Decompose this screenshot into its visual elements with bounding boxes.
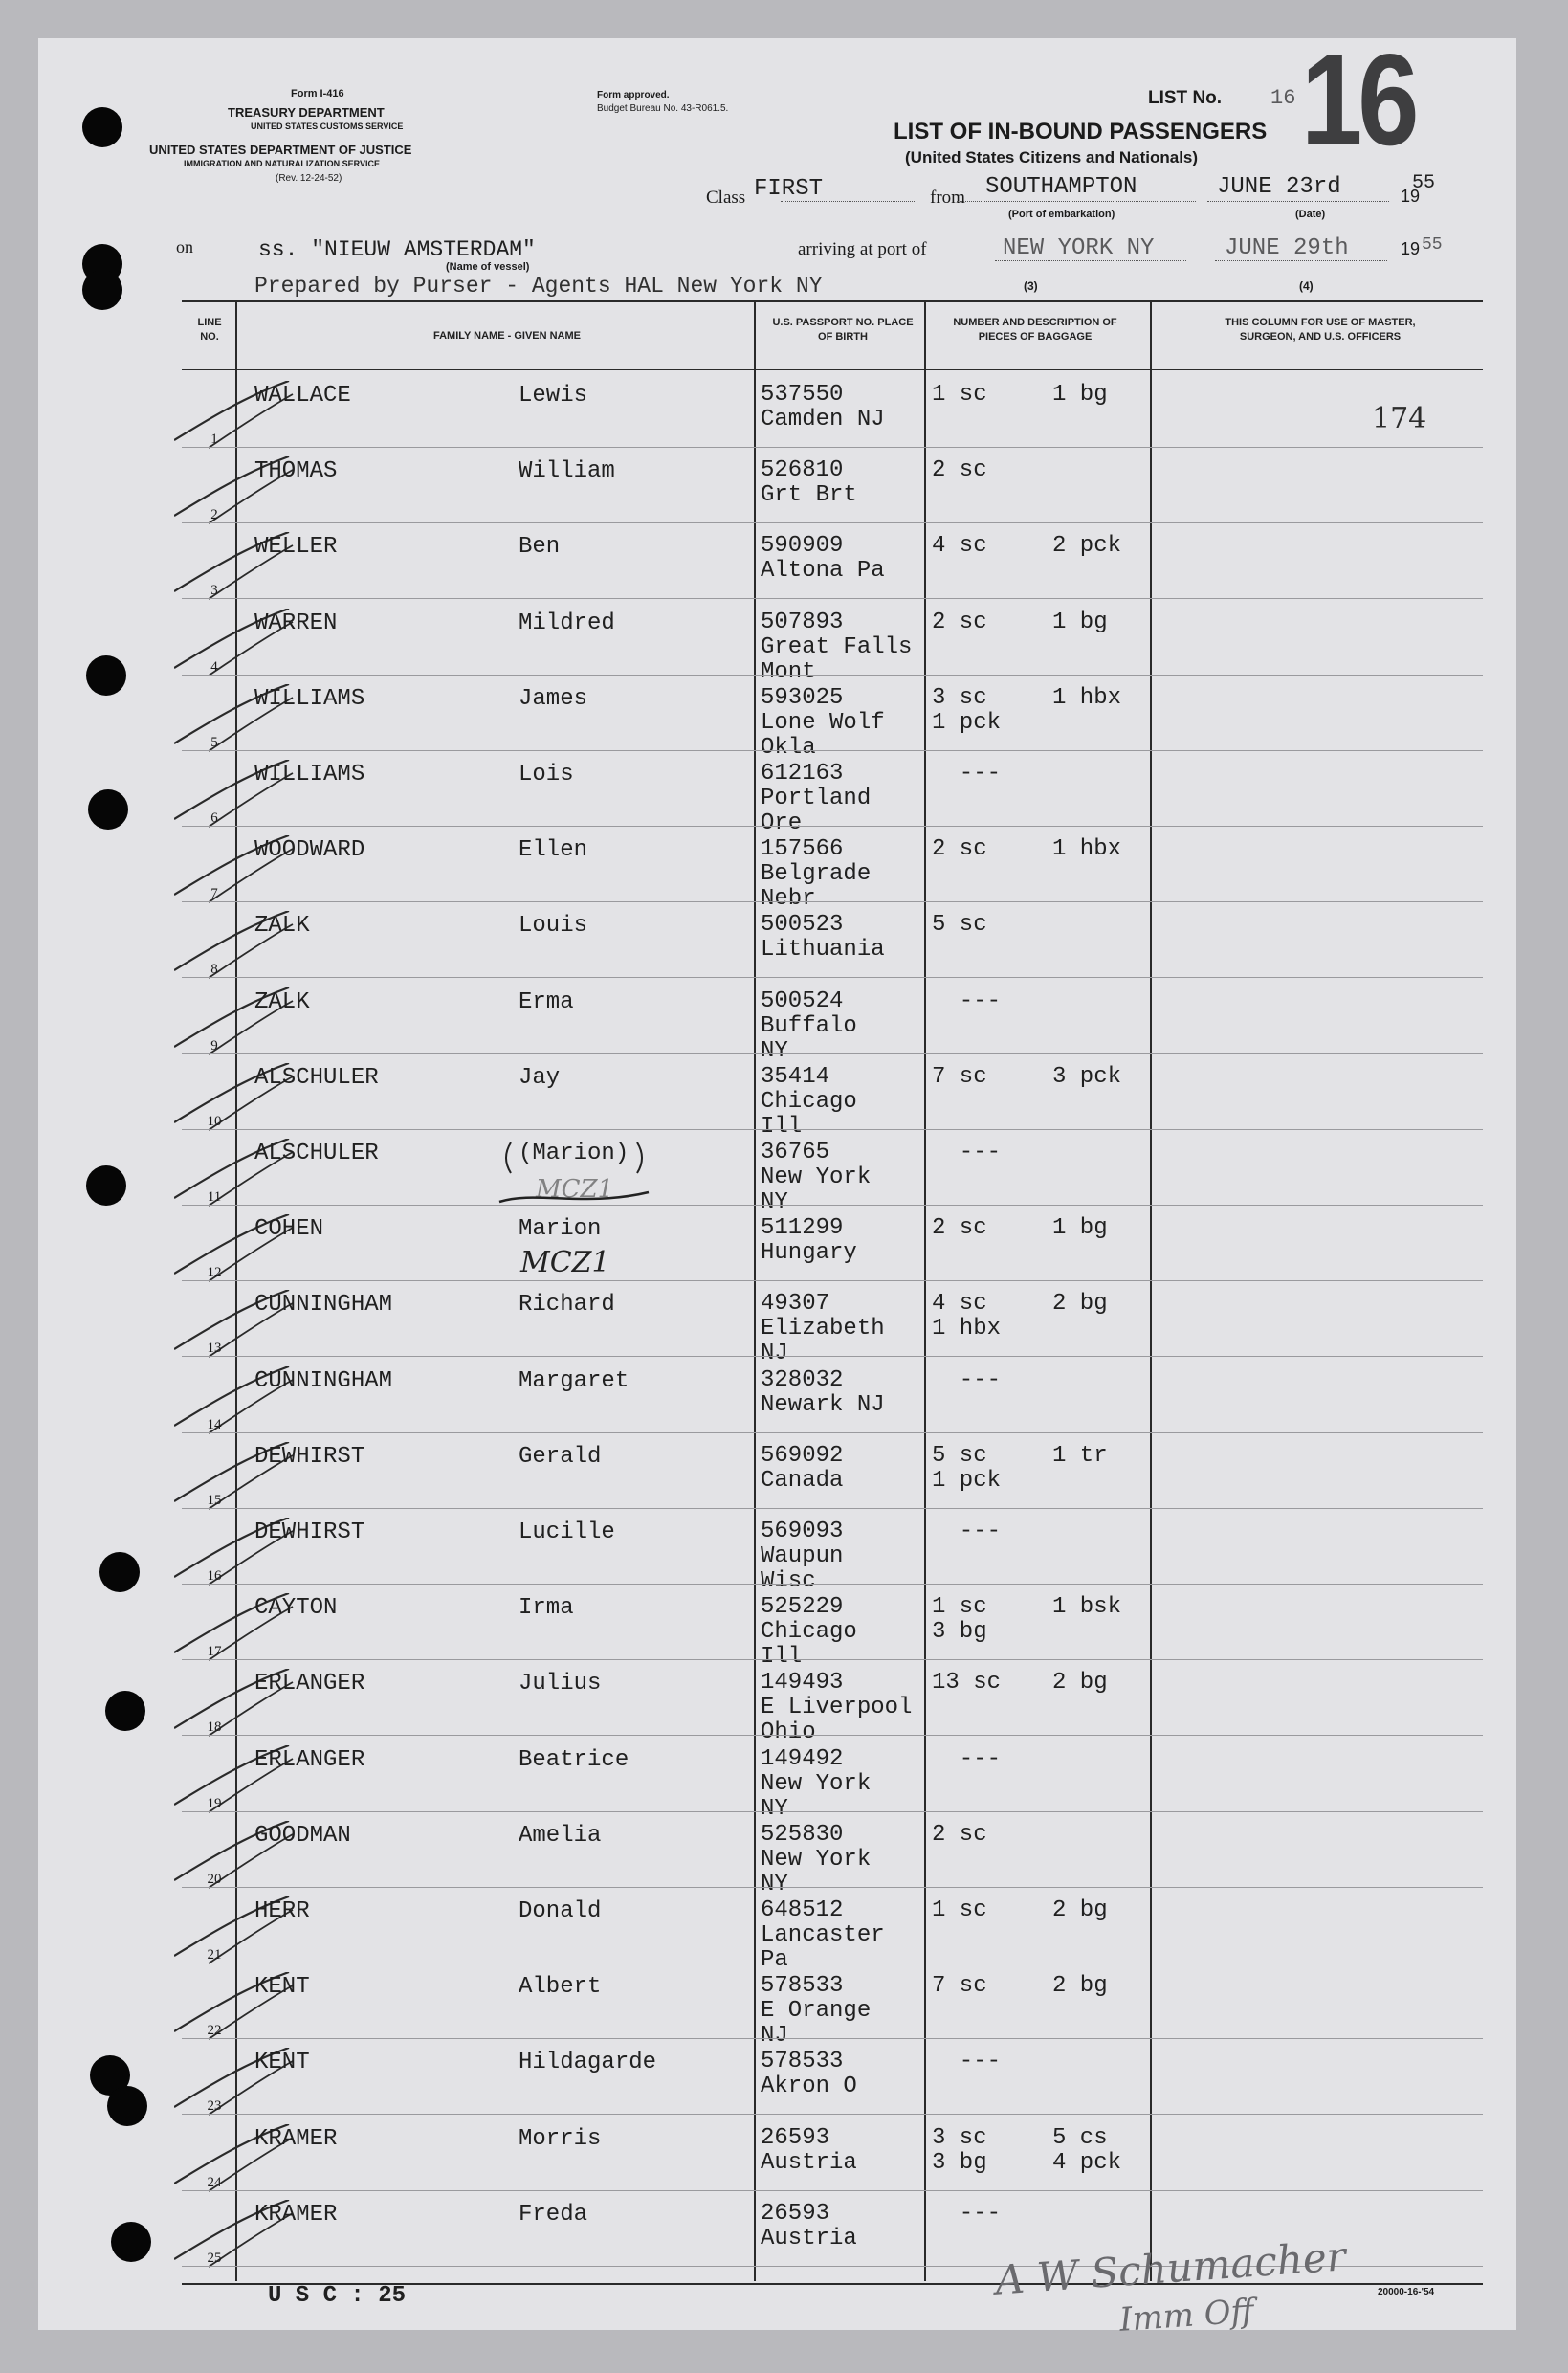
given-name: Richard (519, 1292, 615, 1319)
line-number: 10 (207, 1113, 222, 1129)
punch-hole (111, 2222, 151, 2262)
given-name: Amelia (519, 1822, 602, 1849)
line-number: 6 (210, 810, 218, 826)
family-name: KRAMER (254, 2125, 338, 2152)
given-name: William (519, 458, 615, 485)
table-row (182, 978, 1483, 1064)
line-number: 2 (210, 507, 218, 523)
baggage-primary: 7 sc (932, 1973, 987, 2000)
passport-and-birthplace: 49307 Elizabeth NJ (761, 1291, 885, 1367)
table-row (182, 1357, 1483, 1433)
punch-hole (105, 1691, 145, 1731)
table-row (182, 1129, 1483, 1215)
table-row (182, 1736, 1483, 1822)
year-suffix: 55 (1412, 172, 1436, 194)
usc-count: U S C : 25 (268, 2283, 407, 2309)
family-name: ZALK (254, 913, 310, 940)
class-value: FIRST (754, 176, 824, 202)
baggage-primary: 13 sc (932, 1670, 1002, 1697)
family-name: GOODMAN (254, 1822, 351, 1849)
table-row (182, 371, 1483, 448)
baggage-secondary: 3 pck (1052, 1063, 1122, 1090)
on-label: on (176, 237, 193, 256)
given-name: Albert (519, 1974, 602, 2001)
baggage-secondary: 5 cs 4 pck (1052, 2124, 1122, 2176)
family-name: KENT (254, 2050, 310, 2076)
family-name: ZALK (254, 988, 310, 1015)
baggage-primary: 1 sc (932, 1897, 987, 1923)
given-name: Margaret (519, 1367, 629, 1394)
given-name: Lois (519, 762, 574, 787)
line-number: 15 (207, 1492, 222, 1508)
given-name: Marion (519, 1216, 602, 1243)
punch-hole (88, 789, 128, 830)
line-number: 1 (210, 432, 218, 447)
col4-caption: (4) (1299, 279, 1314, 293)
list-no-label: LIST No. (1148, 88, 1223, 108)
baggage-secondary: 2 bg (1052, 1670, 1108, 1697)
signature-title: Imm Off (1117, 2292, 1255, 2340)
revision: (Rev. 12-24-52) (276, 173, 342, 184)
baggage-secondary: 1 bg (1052, 382, 1108, 408)
baggage-primary: --- (932, 2200, 1002, 2227)
budget-bureau: Budget Bureau No. 43-R061.5. (597, 103, 729, 114)
family-name: CAYTON (254, 1595, 338, 1622)
line-number: 21 (207, 1947, 222, 1963)
baggage-secondary: 1 hbx (1052, 684, 1122, 711)
baggage-primary: 3 sc 1 pck (932, 684, 1002, 736)
passport-and-birthplace: 578533 E Orange NJ (761, 1973, 872, 2050)
justice-dept: UNITED STATES DEPARTMENT OF JUSTICE (149, 143, 412, 157)
given-name: Beatrice (519, 1746, 629, 1773)
baggage-primary: 3 sc 3 bg (932, 2124, 987, 2176)
given-name: Ellen (519, 837, 588, 864)
given-name: Lewis (519, 383, 588, 409)
passport-and-birthplace: 526810 Grt Brt (761, 457, 857, 509)
line-number: 3 (210, 583, 218, 599)
baggage-primary: 1 sc (932, 382, 987, 408)
line-number: 25 (207, 2250, 222, 2266)
baggage-secondary: 2 bg (1052, 1291, 1108, 1318)
col3-caption: (3) (1024, 279, 1038, 293)
col-header-line: LINE NO. (197, 317, 222, 343)
baggage-primary: 5 sc (932, 912, 987, 939)
passport-and-birthplace: 149492 New York NY (761, 1745, 872, 1822)
baggage-primary: 2 sc (932, 836, 987, 863)
passport-and-birthplace: 569093 Waupun Wisc (761, 1519, 844, 1594)
baggage-secondary: 1 bsk (1052, 1594, 1122, 1621)
line-number: 4 (210, 658, 218, 675)
vessel-caption: (Name of vessel) (446, 261, 530, 273)
given-name: Freda (519, 2201, 588, 2228)
line-number: 17 (207, 1644, 222, 1660)
baggage-primary: --- (932, 1519, 1002, 1544)
family-name: HERR (254, 1898, 310, 1924)
passport-and-birthplace: 537550 Camden NJ (761, 382, 885, 432)
baggage-primary: 7 sc (932, 1063, 987, 1090)
line-number: 24 (207, 2174, 222, 2190)
line-number: 22 (207, 2023, 222, 2039)
passport-and-birthplace: 569092 Canada (761, 1442, 844, 1494)
baggage-secondary: 1 tr (1052, 1442, 1108, 1469)
table-row (182, 1584, 1483, 1671)
line-number: 8 (210, 962, 218, 978)
family-name: KRAMER (254, 2201, 338, 2228)
given-name: Hildagarde (519, 2050, 657, 2076)
table-row (182, 1659, 1483, 1746)
given-name: Jay (519, 1064, 561, 1091)
baggage-primary: 4 sc (932, 533, 987, 560)
print-code: 20000-16-'54 (1378, 2287, 1435, 2297)
baggage-secondary: 1 bg (1052, 1215, 1108, 1242)
family-name: ERLANGER (254, 1746, 365, 1773)
baggage-secondary: 2 pck (1052, 533, 1122, 560)
passport-and-birthplace: 525229 Chicago Ill (761, 1594, 857, 1671)
line-number: 19 (207, 1795, 222, 1811)
passport-and-birthplace: 157566 Belgrade Nebr (761, 836, 872, 913)
punch-hole (86, 655, 126, 696)
table-row (182, 675, 1483, 761)
passport-and-birthplace: 648512 Lancaster Pa (761, 1897, 885, 1973)
from-value: SOUTHAMPTON (985, 174, 1137, 200)
ins-service: IMMIGRATION AND NATURALIZATION SERVICE (184, 159, 380, 168)
table-row (182, 826, 1483, 913)
table-row (182, 1280, 1483, 1367)
form-title: LIST OF IN-BOUND PASSENGERS (894, 119, 1268, 144)
baggage-primary: 4 sc 1 hbx (932, 1291, 1002, 1342)
family-name: WARREN (254, 610, 338, 636)
arriving-label: arriving at port of (798, 239, 927, 259)
family-name: CUNNINGHAM (254, 1367, 393, 1394)
given-name: Irma (519, 1595, 574, 1622)
table-row (182, 1887, 1483, 1973)
table-row (182, 901, 1483, 978)
line-number: 9 (210, 1037, 218, 1053)
punch-hole (99, 1552, 140, 1592)
table-row (182, 2115, 1483, 2191)
line-number: 14 (207, 1416, 222, 1432)
prepared-by: Prepared by Purser - Agents HAL New York NY (254, 274, 823, 299)
baggage-primary: 2 sc (932, 1215, 987, 1242)
customs-service: UNITED STATES CUSTOMS SERVICE (251, 122, 404, 131)
departure-date: JUNE 23rd (1217, 174, 1341, 200)
year-prefix: 19 (1401, 187, 1421, 206)
table-row (182, 1963, 1483, 2050)
punch-hole (82, 107, 122, 147)
arrival-date: JUNE 29th (1225, 235, 1349, 261)
passport-and-birthplace: 511299 Hungary (761, 1215, 857, 1267)
table-row (182, 1205, 1483, 1281)
line-number: 16 (207, 1568, 222, 1584)
family-name: WELLER (254, 534, 338, 561)
col-header-officers: THIS COLUMN FOR USE OF MASTER, SURGEON, AND U.S. OFFICERS (1225, 317, 1416, 343)
passport-and-birthplace: 26593 Austria (761, 2124, 857, 2176)
baggage-secondary: 2 bg (1052, 1897, 1108, 1923)
line-number: 7 (210, 886, 218, 902)
family-name: WOODWARD (254, 837, 365, 864)
baggage-primary: --- (932, 761, 1002, 787)
passport-and-birthplace: 590909 Altona Pa (761, 533, 885, 585)
given-name: (Marion) (519, 1141, 629, 1166)
class-label: Class (706, 188, 746, 208)
arrival-year-suffix: 55 (1422, 235, 1443, 255)
line-number: 18 (207, 1719, 222, 1736)
given-name: James (519, 685, 588, 712)
family-name: ALSCHULER (254, 1141, 379, 1166)
table-row (182, 750, 1483, 836)
row11-handwritten-note: MCZ1 (536, 1175, 614, 1204)
line-number: 11 (207, 1189, 222, 1205)
baggage-secondary: 1 hbx (1052, 836, 1122, 863)
given-name: Mildred (519, 610, 615, 636)
given-name: Gerald (519, 1443, 602, 1470)
form-number: Form I-416 (291, 88, 344, 100)
passport-and-birthplace: 525830 New York NY (761, 1821, 872, 1897)
family-name: THOMAS (254, 458, 338, 485)
table-row (182, 1432, 1483, 1509)
line-number: 23 (207, 2098, 222, 2115)
passport-and-birthplace: 500523 Lithuania (761, 912, 885, 964)
signature: A W Schumacher (993, 2232, 1348, 2304)
given-name: Donald (519, 1898, 602, 1924)
family-name: CUNNINGHAM (254, 1292, 393, 1319)
passport-and-birthplace: 26593 Austria (761, 2200, 857, 2251)
line-number: 13 (207, 1341, 222, 1357)
vessel-name: ss. "NIEUW AMSTERDAM" (258, 237, 536, 262)
table-row (182, 1053, 1483, 1140)
col-header-passport: U.S. PASSPORT NO. PLACE OF BIRTH (772, 317, 914, 343)
arrival-year: 19 (1401, 239, 1421, 258)
given-name: Morris (519, 2125, 602, 2152)
col-header-baggage: NUMBER AND DESCRIPTION OF PIECES OF BAGGAGE (953, 317, 1117, 343)
line-number: 12 (207, 1265, 222, 1281)
port-caption: (Port of embarkation) (1008, 209, 1115, 220)
baggage-primary: --- (932, 1745, 1002, 1772)
line-number: 20 (207, 1871, 222, 1887)
family-name: ERLANGER (254, 1671, 365, 1697)
treasury-dept: TREASURY DEPARTMENT (228, 105, 385, 120)
table-row (182, 522, 1483, 599)
table-row (182, 1811, 1483, 1897)
list-no-stamp: 16 (1301, 27, 1415, 172)
baggage-primary: --- (932, 987, 1002, 1014)
given-name: Louis (519, 913, 588, 940)
family-name: WALLACE (254, 383, 351, 409)
baggage-primary: 2 sc (932, 1821, 987, 1848)
list-no-typed: 16 (1270, 86, 1296, 110)
passport-and-birthplace: 35414 Chicago Ill (761, 1063, 857, 1140)
family-name: ALSCHULER (254, 1064, 379, 1091)
passport-and-birthplace: 507893 Great Falls Mont (761, 609, 913, 685)
table-row (182, 1508, 1483, 1594)
table-row (182, 599, 1483, 685)
passport-and-birthplace: 593025 Lone Wolf Okla (761, 684, 885, 761)
officer-note: 174 (1372, 402, 1427, 435)
family-name: WILLIAMS (254, 685, 365, 712)
family-name: DEWHIRST (254, 1519, 365, 1545)
family-name: WILLIAMS (254, 762, 365, 787)
passport-and-birthplace: 578533 Akron O (761, 2049, 857, 2100)
baggage-primary: 2 sc (932, 457, 987, 484)
line-number: 5 (210, 734, 218, 750)
family-name: DEWHIRST (254, 1443, 365, 1470)
baggage-primary: --- (932, 1366, 1002, 1393)
form-approved: Form approved. (597, 90, 670, 100)
family-name: KENT (254, 1974, 310, 2001)
baggage-secondary: 1 bg (1052, 609, 1108, 635)
passport-and-birthplace: 149493 E Liverpool Ohio (761, 1670, 913, 1746)
baggage-primary: --- (932, 1140, 1002, 1165)
passport-and-birthplace: 612163 Portland Ore (761, 761, 872, 836)
table-row (182, 447, 1483, 523)
baggage-primary: --- (932, 2049, 1002, 2075)
passport-and-birthplace: 328032 Newark NJ (761, 1366, 885, 1418)
given-name: Julius (519, 1671, 602, 1697)
baggage-secondary: 2 bg (1052, 1973, 1108, 2000)
from-label: from (930, 188, 965, 208)
punch-hole (86, 1165, 126, 1206)
family-name: COHEN (254, 1216, 324, 1243)
arrival-port: NEW YORK NY (1003, 235, 1155, 261)
given-name: Erma (519, 988, 574, 1015)
baggage-primary: 5 sc 1 pck (932, 1442, 1002, 1494)
passport-and-birthplace: 36765 New York NY (761, 1140, 872, 1215)
baggage-primary: 2 sc (932, 609, 987, 635)
table-row (182, 2038, 1483, 2115)
row12-handwritten-note: MCZ1 (520, 1246, 610, 1279)
col-header-name: FAMILY NAME - GIVEN NAME (432, 330, 582, 342)
punch-hole (82, 270, 122, 310)
given-name: Ben (519, 534, 561, 561)
punch-hole (107, 2086, 147, 2126)
form-subtitle: (United States Citizens and Nationals) (905, 148, 1199, 166)
given-name: Lucille (519, 1519, 615, 1545)
baggage-primary: 1 sc 3 bg (932, 1594, 987, 1646)
date-caption: (Date) (1295, 209, 1326, 220)
passport-and-birthplace: 500524 Buffalo NY (761, 987, 857, 1064)
